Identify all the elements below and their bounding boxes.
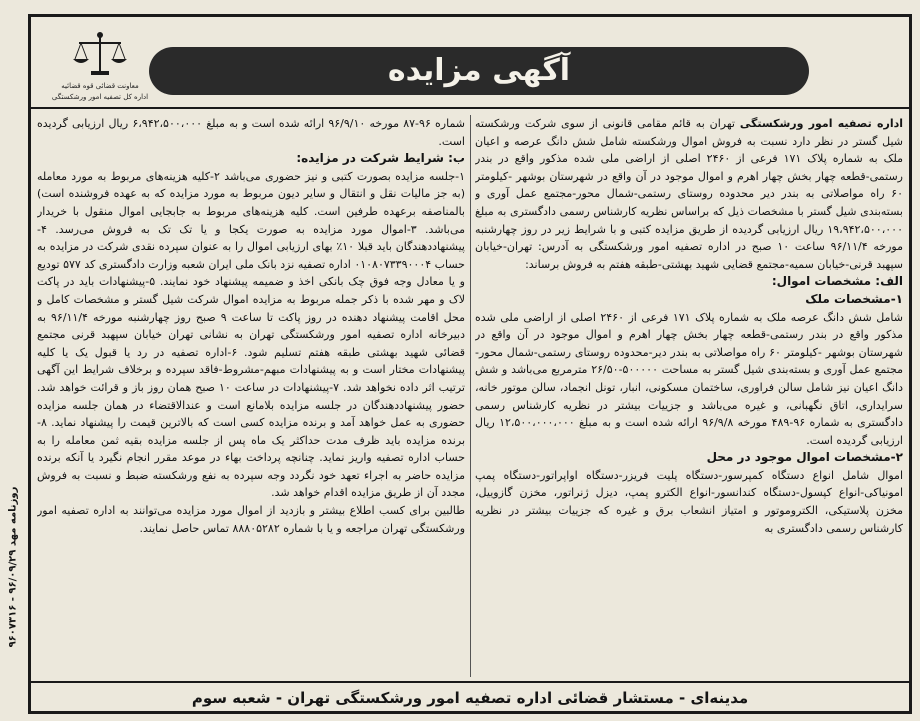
notice-title: آگهی مزایده bbox=[387, 53, 571, 88]
auction-conditions: ۱-جلسه مزایده بصورت کتبی و نیز حضوری می‌باشد ۲-کلیه هزینه‌های مربوط به مورد معامله (به جز مالیات نقل و انتقال و سایر دیون مربوط به مورد مزایده که به عهده فروشنده است) بالمناصفه برعهده طرفین است. کلیه هزینه‌های مربوط به جابجایی اموال منقول با خریدار می‌باشد. ۳-اموال مورد مزایده به صورت یکجا و یا تک تک به فروش می‌رسد. ۴-پیشنهاددهندگان باید قبلا ۱۰٪ بهای ارزیابی اموال را به عنوان سپرده نقدی شرکت در مزایده به حساب ۰۱۰۸۰۷۳۳۹۰۰۰۴ اداره تصفیه نزد بانک ملی ایران شعبه وزارت دادگستری کد ۵۷۷ تودیع و یا معادل وجه فوق چک بانکی اخذ و ضمیمه پیشنهاد خود نمایند. ۵-پیشنهادات باید در پاکت لاک و مهر شده با ذکر جمله مربوط به مزایده اموال شرکت شیل گستر و مشخصات کامل و محل اقامت پیشنهاد دهنده در روز پاکت تا ساعت ۹ صبح روز چهارشنبه مورخه ۹۶/۱۱/۴ به دبیرخانه اداره تصفیه امور ورشکستگی تهران به نشانی تهران خیابان سپهبد قرنی مجتمع قضائی شهید بهشتی طبقه هفتم تسلیم شود. ۶-اداره تصفیه در رد یا قبول یک یا کلیه پیشنهادات مختار است و به پیشنهادات مبهم-مشروط-فاقد سپرده و برخلاف شرایط این آگهی ترتیب اثر داده نخواهد شد. ۷-پیشنهادات در ساعت ۱۰ صبح همان روز باز و قرائت خواهد شد. حضور پیشنهاددهندگان در جلسه مزایده بلامانع است و عندالاقتضاء در همان جلسه مزایده حضوری به عمل خواهد آمد و برنده مزایده کسی است که بالاترین قیمت را پیشنهاد نماید. ۸-برنده مزایده باید ظرف مدت حداکثر یک ماه پس از جلسه مزایده بقیه ثمن معامله را به حساب اداره تصفیه واریز نماید. چنانچه پرداخت بهاء در موعد مقرر انجام نگیرد یا آنکه برنده مزایده حاضر به اجراء تعهد خود نگردد وجه سپرده به نفع ورشکسته ضبط و نسبت به فروش مجدد آن از طریق مزایده اقدام خواهد شد. bbox=[37, 169, 465, 500]
notice-body bbox=[37, 115, 903, 677]
section-b-heading: ب: شرایط شرکت در مزایده: bbox=[296, 151, 465, 166]
section-a2-heading: ۲-مشخصات اموال موجود در محل bbox=[706, 450, 903, 465]
assets-description: اموال شامل انواع دستگاه کمپرسور-دستگاه پلیت فریزر-دستگاه اواپراتور-دستگاه پمپ امونیاکی-انواع کپسول-دستگاه کندانسور-انواع الکترو پمپ، دیزل ژنراتور، مخزن گازوییل، مخزن پلاستیکی، الکتروموتور و امتیاز انشعاب برق و غیره که جزییات بیشتر در نظریه کارشناس رسمی دادگستری به bbox=[475, 468, 903, 535]
notice-frame bbox=[28, 14, 912, 714]
judiciary-scales-emblem-icon bbox=[69, 31, 131, 81]
emblem-caption: معاونت قضائی قوه قضائیه اداره کل تصفیه امور ورشکستگی bbox=[51, 82, 149, 101]
newspaper-side-label bbox=[2, 420, 24, 714]
intro-text: تهران به قائم مقامی قانونی از سوی شرکت ورشکسته شیل گستر در نظر دارد نسبت به فروش اموال ورشکسته شامل شش دانگ عرصه و اعیان ملک به شماره پلاک ۱۷۱ فرعی از ۲۴۶۰ اصلی از اراضی ملی شده مذکور واقع در بندر رستمی-قطعه چهار بخش چهار اهرم و اموال موجود در آن واقع در شهرستان بوشهر -کیلومتر ۶۰ راه مواصلاتی به بندر دیر محدوده روستای رستمی-شمال محور-مجتمع عمل آوری و بسته‌بندی شیل گستر با مشخصات ذیل که براساس نظریه کارشناس رسمی دادگستری به مبلغ ۱۹،۹۴۲،۵۰۰،۰۰۰ ریال ارزیابی گردیده از طریق مزایده کتبی و با شرایط زیر در روز چهارشنبه مورخه ۹۶/۱۱/۴ ساعت ۱۰ صبح در اداره تصفیه امور ورشکستگی به آدرس: تهران-خیابان سپهبد قرنی-خیابان سمیه-مجتمع قضایی شهید بهشتی-طبقه هفتم به فروش برساند: bbox=[475, 117, 903, 271]
property-description: شامل شش دانگ عرصه ملک به شماره پلاک ۱۷۱ فرعی از ۲۴۶۰ اصلی از اراضی ملی شده مذکور واقع در بندر رستمی-قطعه چهار بخش چهار اهرم و اموال موجود در آن واقع در شهرستان بوشهر -کیلومتر ۶۰ راه مواصلاتی به بندر دیر-محدوده روستای رستمی-شمال محور-مجتمع عمل آوری و بسته‌بندی شیل گستر به مساحت ۵۰۰۰۰۰-۲۶/۵۰ مترمربع می‌باشد و شش دانگ اعیان نیز شامل سالن فراوری، ساختمان مسکونی، انبار، تونل انجماد، سالن موتور خانه، سرایداری، اتاق نگهبانی، و غیره می‌باشد و جزییات بیشتر در نظریه کارشناس رسمی دادگستری به شماره ۹۶-۴۸۹ مورخه ۹۶/۹/۸ ارائه شده است و به مبلغ ۱۲،۵۰۰،۰۰۰،۰۰۰ ریال ارزیابی گردیده است. bbox=[475, 310, 903, 447]
side-label-text: روزنامه مهد ۹۶/۰۹/۲۹ - ۹۶۰۷۳۱۶ bbox=[7, 486, 19, 648]
contact-paragraph: طالبین برای کسب اطلاع بیشتر و بازدید از اموال مورد مزایده می‌توانند به اداره تصفیه امور ورشکستگی تهران مراجعه و یا با شماره ۸۸۸۰۵۲۸۲ تماس حاصل نمایند. bbox=[37, 504, 465, 535]
column-divider bbox=[470, 115, 471, 677]
office-name: اداره تصفیه امور ورشکستگی bbox=[739, 117, 903, 130]
assets-continuation: شماره ۹۶-۸۷ مورخه ۹۶/۹/۱۰ ارائه شده است و به مبلغ ۶،۹۴۲،۵۰۰،۰۰۰ ریال ارزیابی گردیده است. bbox=[37, 117, 465, 148]
left-column bbox=[37, 115, 465, 677]
intro-paragraph bbox=[475, 115, 903, 273]
section-a-heading: الف: مشخصات اموال: bbox=[771, 274, 903, 289]
section-a1-heading: ۱-مشخصات ملک bbox=[805, 291, 903, 306]
right-column bbox=[475, 115, 903, 677]
notice-signature: مدینه‌ای - مستشار قضائی اداره تصفیه امور ورشکستگی تهران - شعبه سوم bbox=[31, 681, 909, 711]
notice-header bbox=[31, 17, 909, 109]
